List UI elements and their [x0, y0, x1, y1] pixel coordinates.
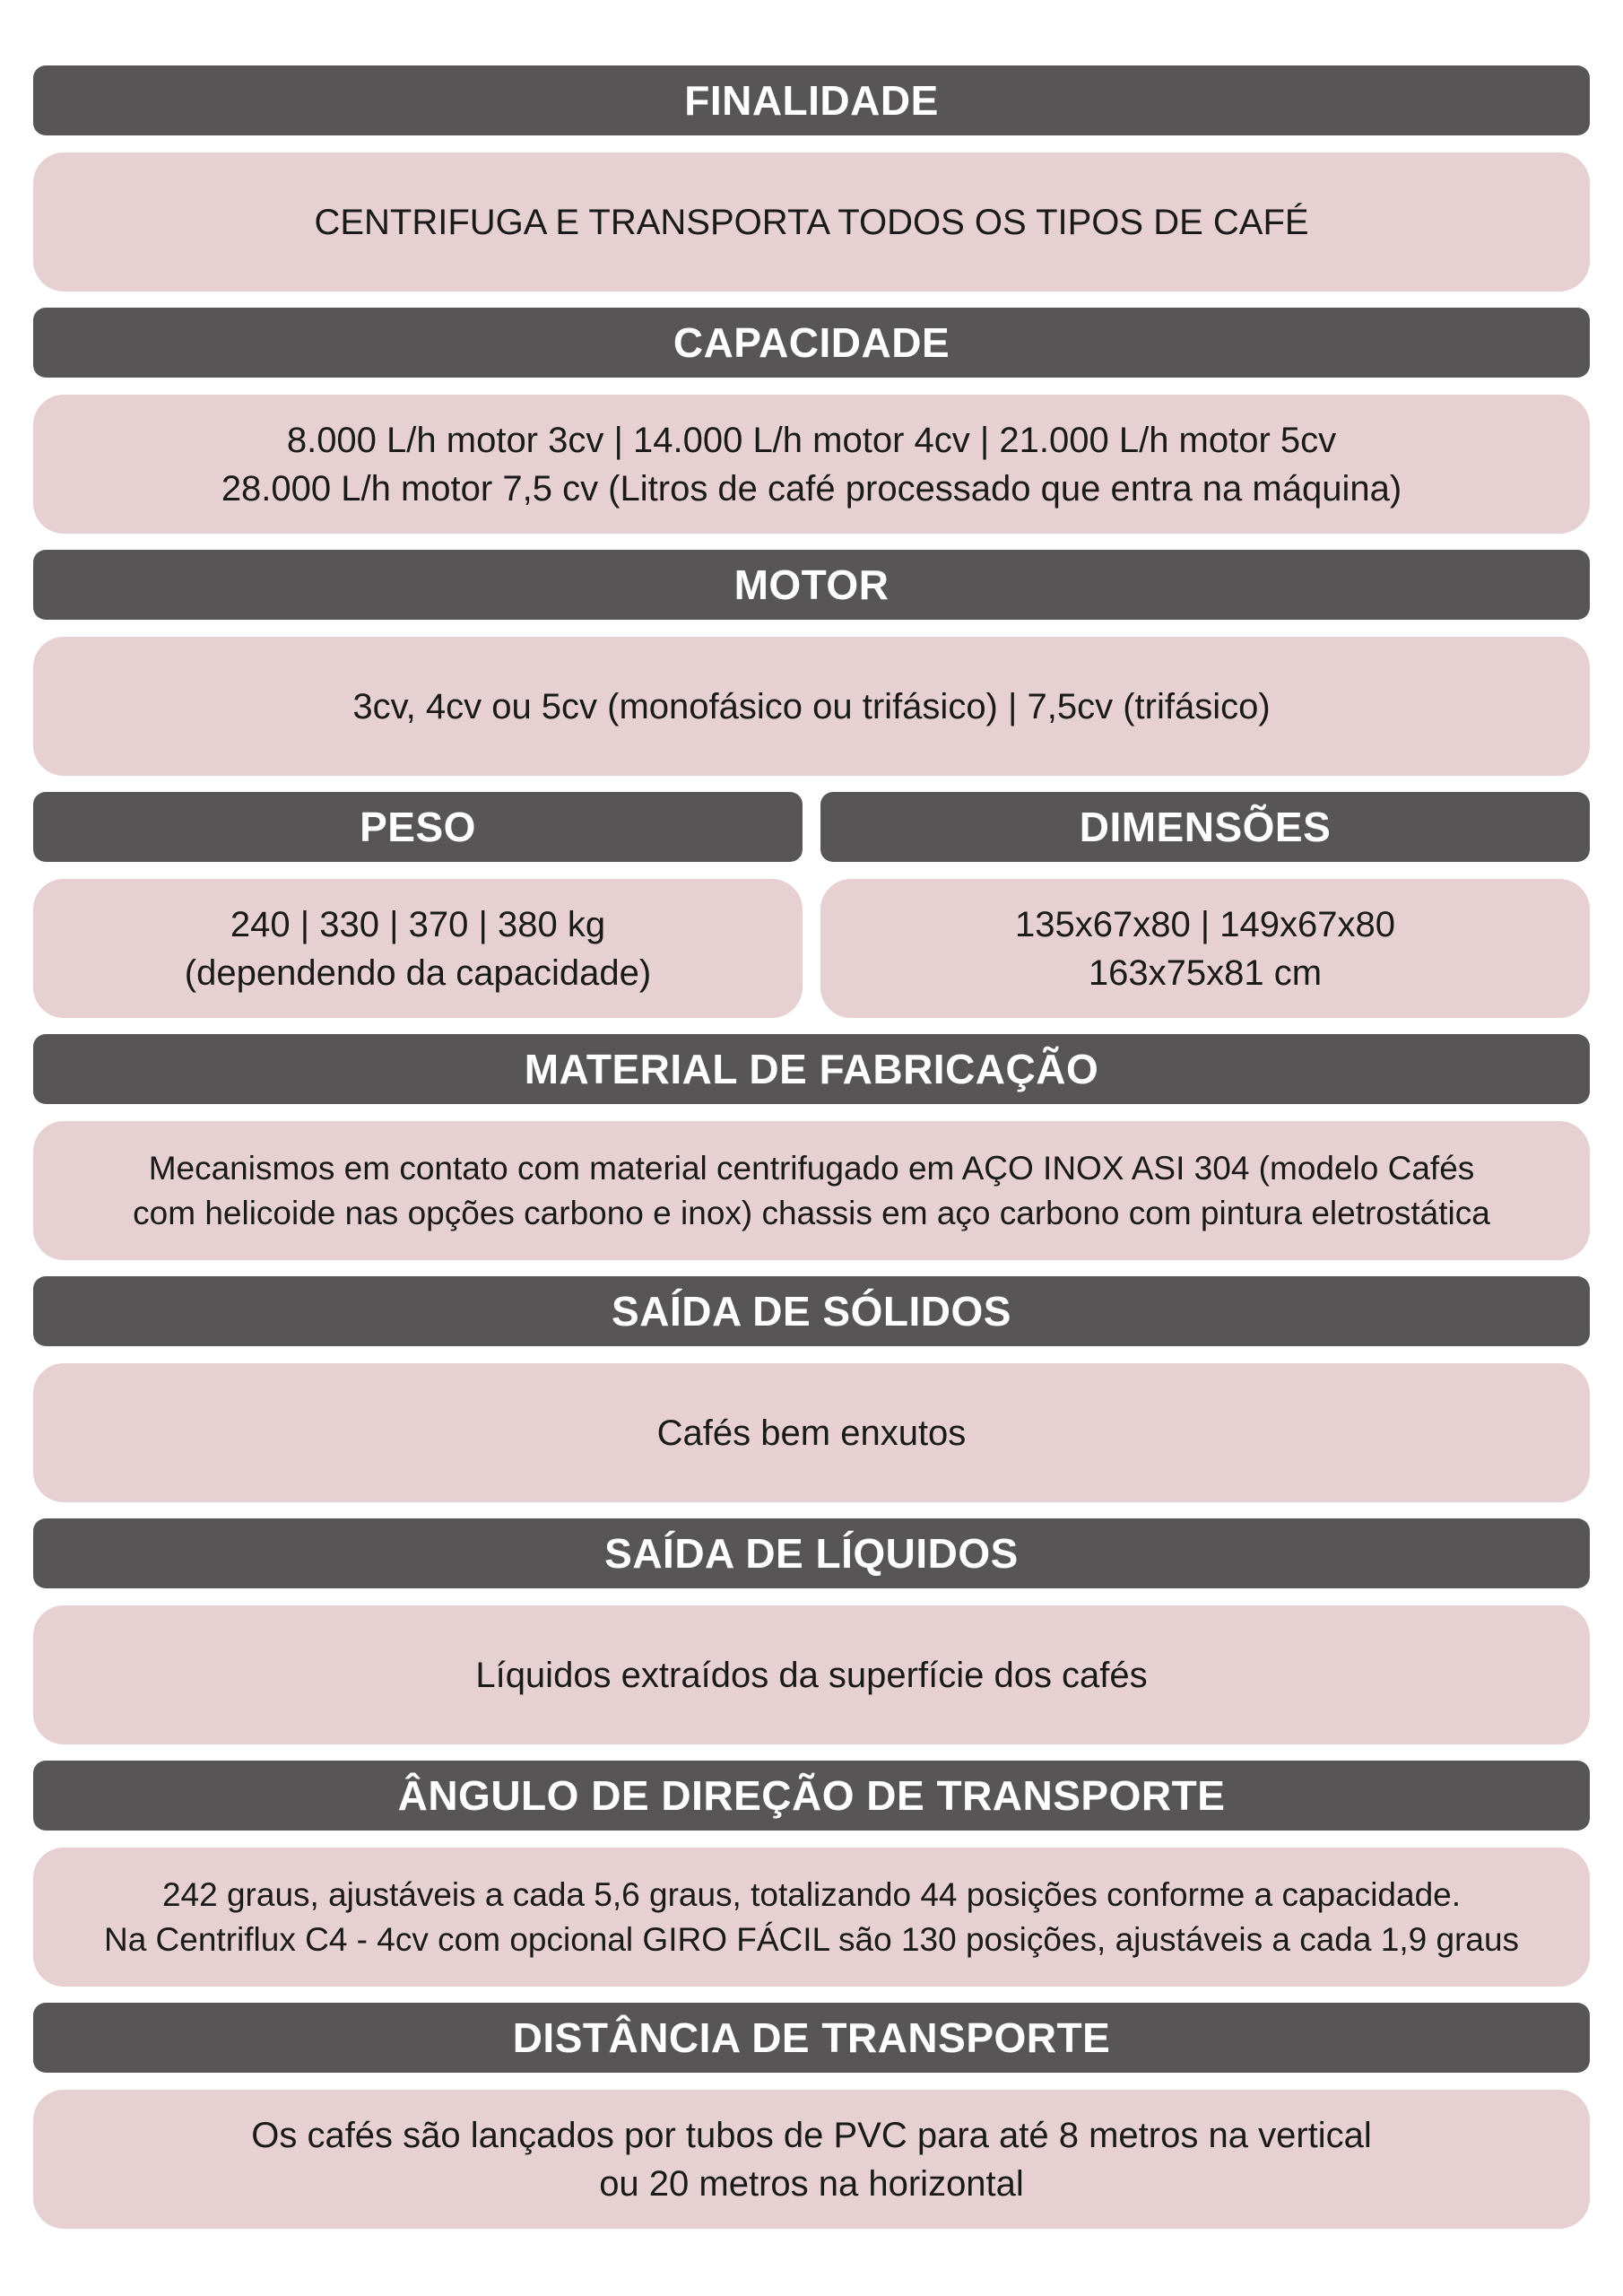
content-line: com helicoide nas opções carbono e inox) chassis em aço carbono com pintura eletrostática	[133, 1194, 1490, 1231]
section-title: ÂNGULO DE DIREÇÃO DE TRANSPORTE	[397, 1772, 1226, 1819]
content-line: 3cv, 4cv ou 5cv (monofásico ou trifásico) | 7,5cv (trifásico)	[352, 686, 1271, 726]
section-header-peso	[33, 792, 803, 862]
section-title: SAÍDA DE LÍQUIDOS	[604, 1530, 1019, 1577]
section-content-peso	[33, 879, 803, 1018]
content-line: ou 20 metros na horizontal	[599, 2163, 1024, 2204]
content-line: 8.000 L/h motor 3cv | 14.000 L/h motor 4cv | 21.000 L/h motor 5cv	[286, 420, 1337, 460]
section-content-saida-solidos	[33, 1363, 1590, 1502]
section-header-saida-liquidos	[33, 1518, 1590, 1588]
content-line: 240 | 330 | 370 | 380 kg	[230, 904, 606, 944]
section-content-dimensoes	[820, 879, 1590, 1018]
section-header-distancia	[33, 2003, 1590, 2073]
content-line: 242 graus, ajustáveis a cada 5,6 graus, totalizando 44 posições conforme a capacidade.	[161, 1875, 1462, 1913]
content-line: CENTRIFUGA E TRANSPORTA TODOS OS TIPOS DE CAFÉ	[314, 202, 1309, 242]
content-line: 135x67x80 | 149x67x80	[1014, 904, 1396, 944]
section-content-saida-liquidos	[33, 1605, 1590, 1744]
section-content-capacidade	[33, 395, 1590, 534]
section-content-motor	[33, 637, 1590, 776]
section-header-dimensoes	[820, 792, 1590, 862]
section-content-material	[33, 1121, 1590, 1260]
section-content-finalidade	[33, 152, 1590, 291]
content-line: Cafés bem enxutos	[656, 1413, 967, 1453]
content-line: Líquidos extraídos da superfície dos cafés	[475, 1655, 1148, 1695]
section-title: MATERIAL DE FABRICAÇÃO	[524, 1046, 1099, 1092]
section-header-angulo	[33, 1761, 1590, 1831]
content-line: Mecanismos em contato com material centrifugado em AÇO INOX ASI 304 (modelo Cafés	[148, 1149, 1475, 1187]
section-header-saida-solidos	[33, 1276, 1590, 1346]
section-header-material	[33, 1034, 1590, 1104]
section-title: CAPACIDADE	[673, 319, 950, 366]
content-line: (dependendo da capacidade)	[184, 952, 652, 993]
section-title: DIMENSÕES	[1079, 804, 1332, 850]
section-title: FINALIDADE	[684, 77, 939, 124]
content-line: 28.000 L/h motor 7,5 cv (Litros de café processado que entra na máquina)	[221, 468, 1402, 509]
section-title: MOTOR	[733, 561, 890, 608]
section-header-finalidade	[33, 65, 1590, 135]
section-content-angulo	[33, 1848, 1590, 1987]
content-line: Na Centriflux C4 - 4cv com opcional GIRO FÁCIL são 130 posições, ajustáveis a cada 1,9 graus	[103, 1920, 1520, 1958]
section-title: PESO	[360, 804, 476, 850]
section-content-distancia	[33, 2090, 1590, 2229]
content-line: Os cafés são lançados por tubos de PVC para até 8 metros na vertical	[251, 2115, 1372, 2155]
section-title: DISTÂNCIA DE TRANSPORTE	[512, 2014, 1111, 2061]
section-title: SAÍDA DE SÓLIDOS	[612, 1288, 1011, 1335]
content-line: 163x75x81 cm	[1088, 952, 1323, 993]
section-header-capacidade	[33, 308, 1590, 378]
section-header-motor	[33, 550, 1590, 620]
